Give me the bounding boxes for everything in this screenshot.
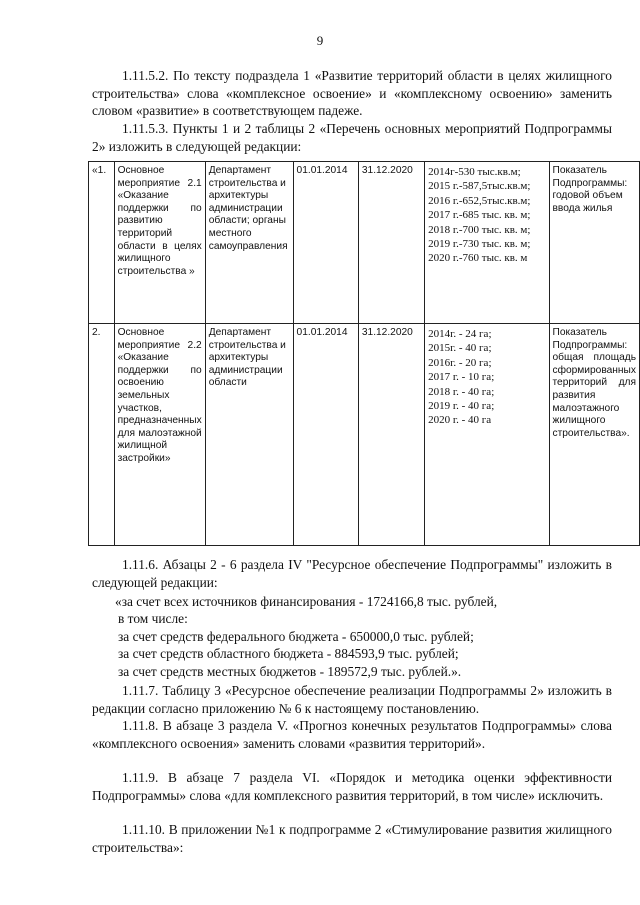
paragraph-1-11-6: 1.11.6. Абзацы 2 - 6 раздела IV "Ресурсное обеспечение Подпрограммы" изложить в следующей редакции: [92, 557, 612, 590]
indicator: Показатель Подпрограммы: общая площадь сформированных территорий для развития малоэтажного жилищного строительства». [549, 324, 640, 546]
row-number: «1. [89, 162, 115, 324]
start-date: 01.01.2014 [293, 162, 358, 324]
table-row [89, 324, 640, 546]
result-line: 2018 г.-700 тыс. кв. м; [428, 223, 531, 236]
funding-total: «за счет всех источников финансирования - 1724166,8 тыс. рублей, [115, 594, 498, 609]
table-row [89, 162, 640, 324]
funding-regional: за счет средств областного бюджета - 884593,9 тыс. рублей; [118, 646, 459, 661]
funding-federal: за счет средств федерального бюджета - 650000,0 тыс. рублей; [118, 629, 474, 644]
result-line: 2015 г.-587,5тыс.кв.м; [428, 180, 531, 193]
funding-including: в том числе: [118, 611, 188, 626]
result-line: 2015г. - 40 га; [428, 342, 492, 355]
expected-results [425, 162, 549, 324]
result-line: 2019 г.-730 тыс. кв. м; [428, 238, 531, 251]
paragraph-1-11-7: 1.11.7. Таблицу 3 «Ресурсное обеспечение реализации Подпрограммы 2» изложить в редакции согласно приложению № 6 к настоящему постановлению. [92, 683, 612, 716]
paragraph-1-11-9: 1.11.9. В абзаце 7 раздела VI. «Порядок и методика оценки эффективности Подпрограммы» слова «для комплексного развития территорий, в том числе» исключить. [92, 770, 612, 803]
result-line: 2017 г.-685 тыс. кв. м; [428, 209, 531, 222]
result-line: 2020 г. - 40 га [428, 414, 492, 427]
paragraph-1-11-5-2: 1.11.5.2. По тексту подраздела 1 «Развитие территорий области в целях жилищного строительства» слова «комплексное освоение» и «комплексному освоению» заменить словом «развитие» в соответствующем падеже. [92, 68, 612, 118]
paragraph-1-11-5-3: 1.11.5.3. Пункты 1 и 2 таблицы 2 «Перечень основных мероприятий Подпрограммы 2» изложить в следующей редакции: [92, 121, 612, 154]
events-table [88, 161, 640, 546]
page-number: 9 [316, 33, 324, 48]
end-date: 31.12.2020 [358, 162, 424, 324]
result-line: 2017 г. - 10 га; [428, 371, 495, 384]
result-line: 2020 г.-760 тыс. кв. м [428, 252, 528, 265]
result-line: 2014г. - 24 га; [428, 328, 492, 340]
event-name: Основное мероприятие 2.2 «Оказание поддержки по освоению земельных участков, предназначенных для малоэтажной жилищной застройки» [114, 324, 205, 546]
expected-results [425, 324, 549, 546]
executor: Департамент строительства и архитектуры администрации области [205, 324, 293, 546]
paragraph-1-11-10: 1.11.10. В приложении №1 к подпрограмме 2 «Стимулирование развития жилищного строительства»: [92, 822, 612, 855]
end-date: 31.12.2020 [358, 324, 424, 546]
result-line: 2019 г. - 40 га; [428, 400, 495, 413]
result-line: 2014г-530 тыс.кв.м; [428, 166, 521, 178]
start-date: 01.01.2014 [293, 324, 358, 546]
event-name: Основное мероприятие 2.1 «Оказание поддержки по развитию территорий области в целях жилищного строительства » [114, 162, 205, 324]
result-line: 2018 г. - 40 га; [428, 385, 495, 398]
result-line: 2016г. - 20 га; [428, 356, 492, 369]
result-line: 2016 г.-652,5тыс.кв.м; [428, 194, 531, 207]
row-number: 2. [89, 324, 115, 546]
indicator: Показатель Подпрограммы: годовой объем ввода жилья [549, 162, 640, 324]
executor: Департамент строительства и архитектуры администрации области; органы местного самоуправления [205, 162, 293, 324]
funding-local: за счет средств местных бюджетов - 189572,9 тыс. рублей.». [118, 664, 462, 679]
paragraph-1-11-8: 1.11.8. В абзаце 3 раздела V. «Прогноз конечных результатов Подпрограммы» слова «комплексного освоения» заменить словами «развития территорий». [92, 718, 612, 751]
